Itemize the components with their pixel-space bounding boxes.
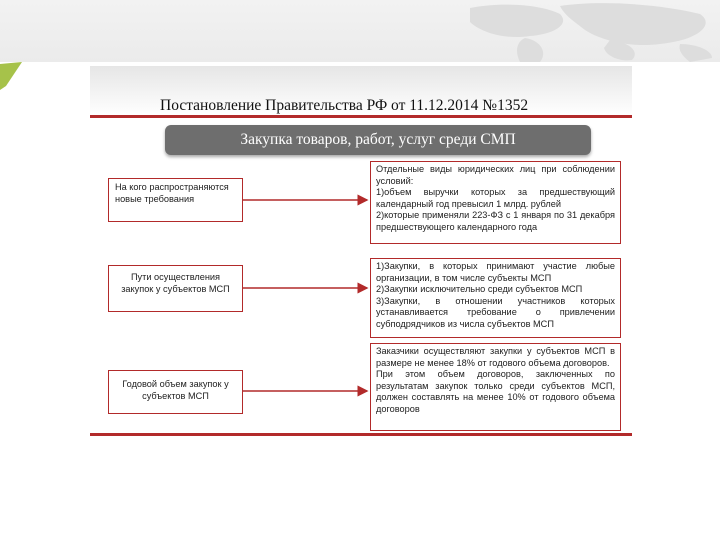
left-box-volume: Годовой объем закупок у субъектов МСП — [108, 370, 243, 414]
right-box-scope-text: Отдельные виды юридических лиц при соблюдении условий: 1)объем выручки которых за предшествующий календарный год превысил 1 млрд. рублей 2)которые применяли 223-ФЗ с 1 января по 31 декабря предшествующего календарного года — [376, 164, 615, 232]
page-title: Постановление Правительства РФ от 11.12.2014 №1352 — [160, 97, 529, 114]
right-box-methods-text: 1)Закупки, в которых принимают участие любые организации, в том числе субъекты МСП 2)Закупки исключительно среди субъектов МСП 3)Закупки, в отношении участников которых устанавливается требование о привлечении субподрядчиков из числа субъектов МСП — [376, 261, 615, 329]
right-box-volume-text: Заказчики осуществляют закупки у субъектов МСП в размере не менее 18% от годового объема договоров. При этом объем договоров, заключенных по результатам закупок только среди субъектов МСП, должен составлять на менее 10% от годового объема договоров — [376, 346, 615, 414]
left-box-methods: Пути осуществления закупок у субъектов МСП — [108, 265, 243, 312]
bottom-divider — [90, 433, 632, 436]
left-box-scope: На кого распространяются новые требования — [108, 178, 243, 222]
subtitle-banner: Закупка товаров, работ, услуг среди СМП — [165, 125, 591, 155]
